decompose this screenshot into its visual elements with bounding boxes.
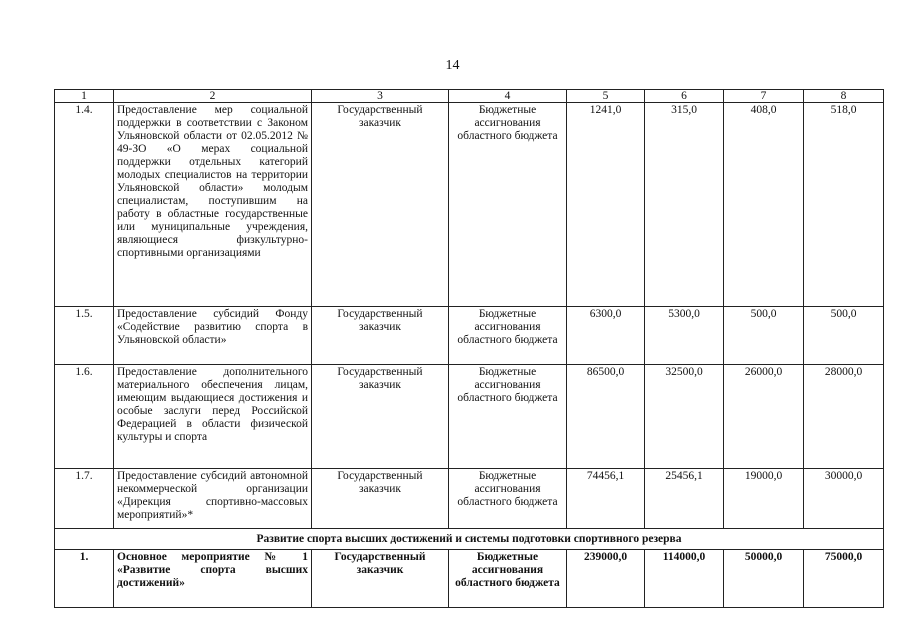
table-row xyxy=(55,550,884,608)
row-customer: Государственный заказчик xyxy=(312,550,449,608)
row-number: 1.4. xyxy=(55,103,114,307)
column-header: 1 xyxy=(55,90,114,103)
budget-table xyxy=(54,89,884,608)
row-year-3: 30000,0 xyxy=(804,469,884,529)
row-year-3: 518,0 xyxy=(804,103,884,307)
row-description: Предоставление дополнительного материального обеспечения лицам, имеющим выдающиеся достижения и особые заслуги перед Российской Федерацией в области физической культуры и спорта xyxy=(114,365,312,469)
column-header: 5 xyxy=(567,90,645,103)
row-funding-source: Бюджетные ассигнования областного бюджета xyxy=(449,103,567,307)
column-header: 2 xyxy=(114,90,312,103)
row-funding-source: Бюджетные ассигнования областного бюджета xyxy=(449,307,567,365)
row-customer: Государственный заказчик xyxy=(312,307,449,365)
row-year-2: 500,0 xyxy=(724,307,804,365)
column-header: 4 xyxy=(449,90,567,103)
row-number: 1.5. xyxy=(55,307,114,365)
table-row xyxy=(55,103,884,307)
column-header: 3 xyxy=(312,90,449,103)
row-year-1: 114000,0 xyxy=(645,550,724,608)
row-year-3: 75000,0 xyxy=(804,550,884,608)
row-number: 1. xyxy=(55,550,114,608)
row-year-2: 50000,0 xyxy=(724,550,804,608)
row-description: Предоставление субсидий автономной некоммерческой организации «Дирекция спортивно-массовых мероприятий»* xyxy=(114,469,312,529)
row-year-3: 500,0 xyxy=(804,307,884,365)
row-year-1: 25456,1 xyxy=(645,469,724,529)
row-year-1: 5300,0 xyxy=(645,307,724,365)
table-row xyxy=(55,469,884,529)
row-number: 1.7. xyxy=(55,469,114,529)
row-year-1: 32500,0 xyxy=(645,365,724,469)
row-description: Предоставление мер социальной поддержки в соответствии с Законом Ульяновской области от 02.05.2012 № 49-ЗО «О мерах социальной поддержки отдельных категорий молодых специалистов на территории Ульяновской области» молодым специалистам, поступившим на работу в областные государственные или муниципальные учреждения, являющиеся физкультурно-спортивными организациями xyxy=(114,103,312,307)
column-header: 8 xyxy=(804,90,884,103)
section-title: Развитие спорта высших достижений и системы подготовки спортивного резерва xyxy=(55,529,884,550)
row-total: 74456,1 xyxy=(567,469,645,529)
row-year-3: 28000,0 xyxy=(804,365,884,469)
row-year-2: 19000,0 xyxy=(724,469,804,529)
row-year-2: 26000,0 xyxy=(724,365,804,469)
row-total: 239000,0 xyxy=(567,550,645,608)
table-row xyxy=(55,365,884,469)
row-total: 6300,0 xyxy=(567,307,645,365)
column-number-row xyxy=(55,90,884,103)
row-funding-source: Бюджетные ассигнования областного бюджета xyxy=(449,469,567,529)
row-year-2: 408,0 xyxy=(724,103,804,307)
page-number: 14 xyxy=(445,58,460,73)
row-total: 1241,0 xyxy=(567,103,645,307)
column-header: 6 xyxy=(645,90,724,103)
table-row xyxy=(55,307,884,365)
row-number: 1.6. xyxy=(55,365,114,469)
row-customer: Государственный заказчик xyxy=(312,365,449,469)
row-description: Предоставление субсидий Фонду «Содействие развитию спорта в Ульяновской области» xyxy=(114,307,312,365)
row-total: 86500,0 xyxy=(567,365,645,469)
column-header: 7 xyxy=(724,90,804,103)
row-customer: Государственный заказчик xyxy=(312,469,449,529)
row-year-1: 315,0 xyxy=(645,103,724,307)
row-customer: Государственный заказчик xyxy=(312,103,449,307)
row-funding-source: Бюджетные ассигнования областного бюджета xyxy=(449,365,567,469)
row-description: Основное мероприятие № 1 «Развитие спорта высших достижений» xyxy=(114,550,312,608)
row-funding-source: Бюджетные ассигнования областного бюджета xyxy=(449,550,567,608)
section-header-row xyxy=(55,529,884,550)
